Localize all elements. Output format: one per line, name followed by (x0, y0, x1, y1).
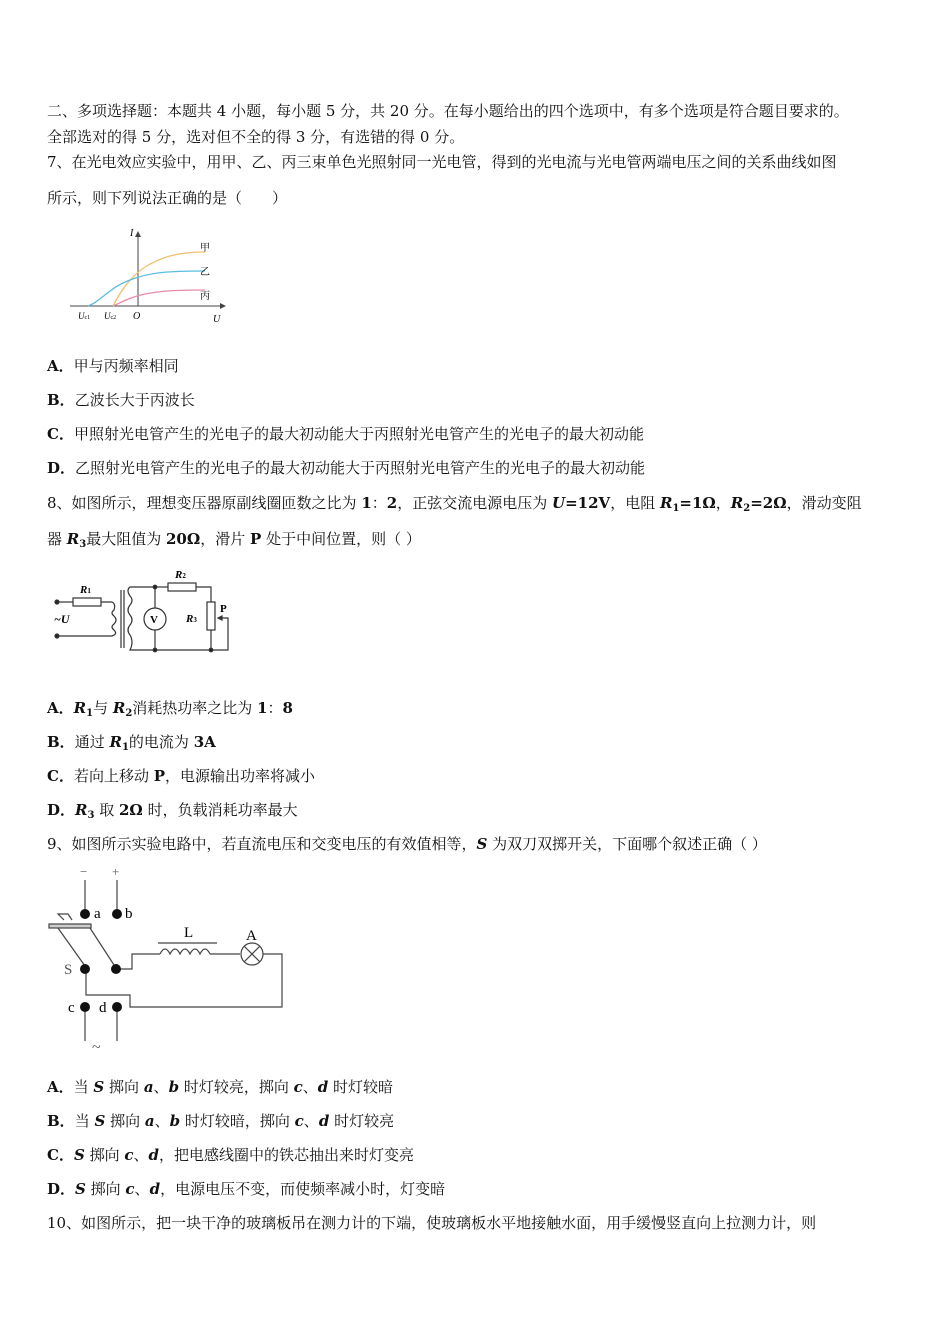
text-run: a (144, 1112, 155, 1130)
q7-option-d (47, 458, 645, 478)
text-run: d (318, 1112, 330, 1130)
text-run: d (148, 1146, 159, 1164)
text-run: 20Ω (166, 530, 201, 548)
terminal-b: b (125, 906, 133, 922)
minus-label: − (80, 864, 88, 879)
text-run: 时灯较亮，掷向 (179, 1078, 294, 1096)
section-header-2 (47, 127, 464, 147)
ac-source-label: ~ (92, 1039, 101, 1056)
text-run: S (476, 835, 488, 853)
text-run: 1 (86, 708, 94, 719)
text-run: A． (47, 357, 74, 375)
text-run: 全部选对的得 5 分，选对但不全的得 3 分，有选错的得 0 分。 (47, 128, 465, 146)
text-run: ， (715, 494, 731, 512)
uc1-label: Uc1 (78, 311, 91, 321)
label-bing: 丙 (200, 291, 210, 302)
text-run: U (552, 494, 566, 512)
text-run: P (153, 767, 166, 785)
text-run: ，电源电压不变，而使频率减小时，灯变暗 (160, 1180, 446, 1198)
q8-option-b (47, 732, 216, 758)
text-run: C． (47, 425, 74, 443)
q8-option-c (47, 766, 315, 786)
terminal-c: c (68, 1000, 75, 1016)
text-run: B． (47, 1112, 75, 1130)
text-run: 9、如图所示实验电路中，若直流电压和交变电压的有效值相等， (47, 835, 477, 853)
text-run: 取 (94, 801, 119, 819)
q9-option-d (47, 1179, 445, 1199)
text-run: D． (47, 1180, 76, 1198)
text-run: 2Ω (119, 801, 143, 819)
text-run: 掷向 (84, 1146, 125, 1164)
text-run: 处于中间位置，则（ ） (261, 530, 421, 548)
text-run: 最大阻值为 (86, 530, 166, 548)
text-run: S (94, 1112, 106, 1130)
text-run: 2 (386, 494, 398, 512)
axis-label-u: U (213, 314, 221, 325)
text-run: R (659, 494, 673, 512)
text-run: ，把电感线圈中的铁芯抽出来时灯变亮 (159, 1146, 415, 1164)
text-run: 8 (282, 699, 293, 717)
q7-option-c (47, 424, 644, 444)
terminal-a: a (94, 906, 101, 922)
plus-label: + (112, 864, 120, 879)
text-run: 为双刀双掷开关，下面哪个叙述正确（ ） (487, 835, 767, 853)
inductor-label: L (184, 925, 194, 941)
text-run: 乙照射光电管产生的光电子的最大初动能大于丙照射光电管产生的光电子的最大初动能 (75, 459, 646, 477)
text-run: 器 (47, 530, 67, 548)
curve-bing (113, 290, 205, 306)
r1-label: R1 (80, 584, 91, 596)
section-header-1 (47, 101, 849, 121)
text-run: S (75, 1180, 86, 1198)
text-run: ，电源输出功率将减小 (165, 767, 316, 785)
text-run: 与 (93, 699, 113, 717)
text-run: 1 (257, 699, 268, 717)
origin-label: O (133, 311, 141, 322)
text-run: B． (47, 391, 75, 409)
text-run: 乙波长大于丙波长 (74, 391, 195, 409)
q8-option-a (47, 698, 293, 724)
text-run: 通过 (74, 733, 110, 751)
text-run: 甲照射光电管产生的光电子的最大初动能大于丙照射光电管产生的光电子的最大初动能 (73, 425, 644, 443)
q9-option-a (47, 1077, 393, 1097)
text-run: ，电阻 (610, 494, 660, 512)
text-run: 甲与丙频率相同 (73, 357, 179, 375)
text-run: 时灯较亮 (329, 1112, 395, 1130)
text-run: D． (47, 459, 76, 477)
text-run: ： (267, 699, 283, 717)
text-run: 当 (73, 1078, 94, 1096)
text-run: c (294, 1112, 304, 1130)
voltmeter-label: V (150, 614, 158, 626)
text-run: =12V (565, 494, 611, 512)
text-run: =1Ω (679, 494, 716, 512)
text-run: 1 (361, 494, 372, 512)
text-run: 3 (79, 539, 87, 550)
text-run: 、 (133, 1146, 149, 1164)
text-run: c (125, 1180, 135, 1198)
q7-option-a (47, 356, 179, 376)
q7-option-b (47, 390, 195, 410)
q8-stem-1 (47, 493, 862, 519)
text-run: 二、多项选择题：本题共 4 小题，每小题 5 分，共 20 分。在每小题给出的四个选项中，有多个选项是符合题目要求的。 (47, 102, 849, 120)
switch-label: S (64, 962, 73, 978)
text-run: A． (47, 1078, 74, 1096)
terminal-d: d (99, 1000, 107, 1016)
text-run: =2Ω (750, 494, 787, 512)
text-run: c (124, 1146, 134, 1164)
text-run: 2 (743, 503, 751, 514)
text-run: C． (47, 767, 74, 785)
text-run: 7、在光电效应实验中，用甲、乙、丙三束单色光照射同一光电管，得到的光电流与光电管两端电压之间的关系曲线如图 (47, 153, 837, 171)
text-run: 时灯较暗 (328, 1078, 394, 1096)
text-run: ，滑片 (200, 530, 251, 548)
text-run: 掷向 (85, 1180, 126, 1198)
text-run: R (112, 699, 126, 717)
inductor-l (160, 949, 210, 954)
text-run: P (250, 530, 262, 548)
q7-stem-1 (47, 152, 837, 172)
text-run: 的电流为 (128, 733, 194, 751)
text-run: D． (47, 801, 76, 819)
text-run: B． (47, 733, 75, 751)
q8-stem-2 (47, 529, 421, 555)
curve-yi (88, 271, 205, 306)
text-run: 时灯较暗，掷向 (180, 1112, 295, 1130)
text-run: R (730, 494, 744, 512)
text-run: 当 (74, 1112, 95, 1130)
slider-label: P (220, 603, 227, 615)
text-run: R (109, 733, 122, 751)
source-label: ~U (54, 612, 70, 626)
q7-iu-graph (60, 222, 240, 327)
switch-bar (49, 924, 91, 928)
q9-option-c (47, 1145, 414, 1165)
text-run: 1 (121, 742, 129, 753)
text-run: 3A (193, 733, 216, 751)
text-run: 、 (154, 1112, 170, 1130)
curve-jia (113, 252, 205, 306)
text-run: a (143, 1078, 154, 1096)
r2-label: R2 (175, 569, 186, 581)
text-run: 3 (87, 810, 95, 821)
text-run: S (73, 1146, 85, 1164)
q8-option-d (47, 800, 298, 826)
text-run: C． (47, 1146, 74, 1164)
text-run: b (168, 1078, 180, 1096)
text-run: ，滑动变阻 (786, 494, 862, 512)
text-run: 若向上移动 (73, 767, 154, 785)
r2-resistor (168, 583, 196, 591)
text-run: 、 (153, 1078, 169, 1096)
text-run: 8、如图所示，理想变压器原副线圈匝数之比为 (47, 494, 362, 512)
r3-label: R3 (186, 613, 197, 625)
text-run: c (293, 1078, 303, 1096)
q8-transformer-circuit (40, 560, 260, 660)
text-run: 所示，则下列说法正确的是（ ） (47, 189, 288, 207)
q9-stem (47, 834, 767, 854)
text-run: 2 (125, 708, 133, 719)
r3-rheostat (207, 602, 215, 630)
label-yi: 乙 (200, 267, 210, 278)
text-run: 时，负载消耗功率最大 (142, 801, 298, 819)
lamp-label: A (246, 928, 257, 944)
text-run: 消耗热功率之比为 (132, 699, 258, 717)
axis-label-i: I (130, 228, 134, 239)
text-run: ，正弦交流电源电压为 (397, 494, 552, 512)
label-jia: 甲 (200, 243, 210, 254)
text-run: 、 (303, 1112, 319, 1130)
text-run: ： (371, 494, 387, 512)
text-run: R (75, 801, 88, 819)
text-run: S (93, 1078, 105, 1096)
q9-option-b (47, 1111, 394, 1131)
r1-resistor (73, 598, 101, 606)
q7-stem-2 (47, 188, 287, 208)
text-run: 10、如图所示，把一块干净的玻璃板吊在测力计的下端，使玻璃板水平地接触水面，用手缓慢竖直向上拉测力计，则 (47, 1214, 817, 1232)
text-run: b (169, 1112, 181, 1130)
text-run: A． (47, 699, 74, 717)
q10-stem (47, 1213, 816, 1233)
text-run: d (149, 1180, 161, 1198)
text-run: 、 (134, 1180, 150, 1198)
text-run: d (317, 1078, 329, 1096)
text-run: 、 (302, 1078, 318, 1096)
q9-switch-circuit (40, 860, 300, 1060)
text-run: R (66, 530, 80, 548)
uc2-label: Uc2 (104, 311, 117, 321)
text-run: 掷向 (104, 1078, 144, 1096)
text-run: R (73, 699, 87, 717)
text-run: 1 (672, 503, 680, 514)
text-run: 掷向 (105, 1112, 145, 1130)
